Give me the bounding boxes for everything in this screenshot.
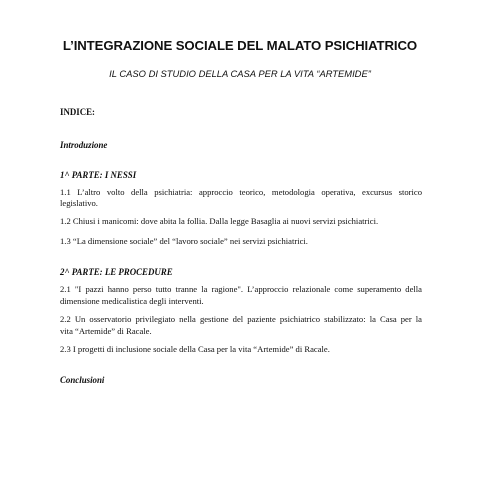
part1-heading: 1^ PARTE: I NESSI (60, 170, 137, 180)
toc-item-1-2: 1.2 Chiusi i manicomi: dove abita la follia. Dalla legge Basaglia ai nuovi servizi psichiatrici. (60, 216, 379, 226)
toc-item-1-1-line1: 1.1 L’altro volto della psichiatria: approccio teorico, metodologia operativa, excursus storico (60, 187, 422, 197)
toc-item-1-1-line2: legislativo. (60, 198, 98, 208)
conclusions-heading: Conclusioni (60, 375, 105, 385)
part2-heading: 2^ PARTE: LE PROCEDURE (60, 267, 173, 277)
toc-item-2-1-line2: dimensione medicalistica degli interventi. (60, 296, 204, 306)
index-label: INDICE: (60, 107, 96, 117)
document-title: L’INTEGRAZIONE SOCIALE DEL MALATO PSICHIATRICO (62, 38, 418, 53)
toc-item-2-1-line1: 2.1 "I pazzi hanno perso tutto tranne la ragione". L’approccio relazionale come superamento della (60, 284, 422, 294)
toc-item-2-2-line2: vita “Artemide” di Racale. (60, 326, 152, 336)
toc-item-2-3: 2.3 I progetti di inclusione sociale della Casa per la vita “Artemide” di Racale. (60, 344, 330, 354)
introduction-heading: Introduzione (60, 140, 108, 150)
document-subtitle: IL CASO DI STUDIO DELLA CASA PER LA VITA “ARTEMIDE” (109, 68, 371, 79)
toc-item-1-3: 1.3 “La dimensione sociale” del “lavoro sociale” nei servizi psichiatrici. (60, 236, 308, 246)
toc-item-2-2-line1: 2.2 Un osservatorio privilegiato nella gestione del paziente psichiatrico stabilizzato: la Casa per la (60, 314, 422, 324)
